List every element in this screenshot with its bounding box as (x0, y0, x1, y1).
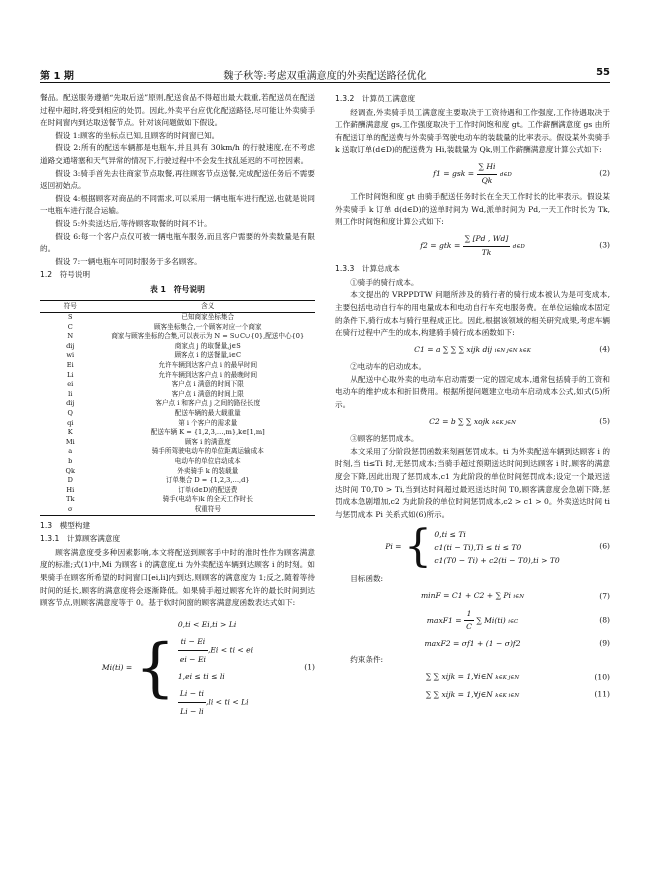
table-row (40, 351, 315, 361)
left-column (40, 92, 315, 724)
subsection-heading: 1.3.2 计算员工满意度 (335, 94, 416, 103)
equation-3: f2 = gtk = $\frac{\sum [Pd , Wd]}{Tk}$ d∈D (3) (420, 233, 610, 257)
table-row (40, 361, 315, 371)
symbol-cell: Mi (65, 437, 75, 446)
meaning-cell: 客户点 i 满意的时间上限 (171, 389, 244, 398)
cost-item: ③顾客的惩罚成本。 (350, 434, 419, 444)
table-row (40, 495, 315, 505)
table-row (40, 409, 315, 419)
paragraph: 本文采用了分阶段惩罚函数来刻画惩罚成本。ti 为外卖配送车辆到达顾客 i 的时刻,当 ti≤Ti 时,无惩罚成本;当骑手超过预期送达时间到达顾客 i 时,顾客的满意度会下降,因此出现了惩罚成本,c1 为此阶段的单位时间惩罚成本;设定一个最迟送达时间 T0,T0 > Ti,当到达时间超过最迟送达时间 T0,顾客满意度会急剧下降,惩罚成本急剧增加,c2 为此阶段的单位时间惩罚成本,c2 > c1 > 0。外卖送达时间 ti 与惩罚成本 Pi 关系式如(6)所示。 (335, 446, 610, 519)
equation-5: C2 = b ∑ ∑ xojk k∈K j∈N (5) (335, 416, 610, 430)
symbol-cell: σ (40, 505, 101, 515)
assumption-2: 假设 2:所有的配送车辆都是电瓶车,并且具有 30km/h 的行驶速度,在不考虑道路交通堵塞和天气异常的情况下,行驶过程中不会发生找乱延迟的不可控因素。 (40, 143, 315, 165)
meaning-cell: 骑手(电动车)k 的全天工作时长 (162, 495, 253, 504)
meaning-cell: 骑手所驾驶电动车的单位距离运输成本 (151, 447, 264, 456)
table-row (40, 486, 315, 496)
table-row (40, 467, 315, 477)
equation-2: f1 = gsk = $\frac{\sum Hi}{Qk}$ d∈D (2) (433, 161, 610, 185)
meaning-cell: 允许车辆到达客户点 i 的最晚时间 (158, 370, 258, 379)
equation-number: (1) (304, 662, 315, 672)
section-heading: 1.3 模型构建 (40, 520, 91, 530)
table-row (40, 390, 315, 400)
equation-number: (11) (594, 690, 610, 700)
subsection-heading: 1.3.1 计算顾客满意度 (40, 534, 121, 544)
table-row (40, 313, 315, 323)
meaning-cell: 订单集合 D = {1,2,3,…,d} (165, 476, 250, 485)
equation-number: (8) (599, 615, 610, 625)
paragraph-label: 目标函数: (350, 574, 384, 584)
paragraph: 餐品。配送服务遵循“先取后送”原则,配送食品不得超出最大载重,若配送员在配送过程中超时,将受到相应的处罚。因此,外卖平台应优化配送路径,尽可能让外卖骑手在时间窗内到达取送餐节点。针对该问题做如下假设。 (40, 93, 315, 128)
case: $\frac{Li - ti}{Li - li}$ ,li < ti < Li (178, 685, 253, 720)
equation-10: ∑ ∑ xijk = 1,∀i∈N k∈K j∈N (10) (335, 671, 610, 685)
running-header (40, 64, 610, 83)
table-row (40, 476, 315, 486)
symbol-cell: ei (67, 380, 74, 389)
table-row (40, 419, 315, 429)
equation-9: maxF2 = σf1 + (1 − σ)f2 (9) (335, 638, 610, 651)
meaning-cell: 允许车辆到达客户点 i 的最早时间 (158, 361, 258, 370)
equation-number: (4) (599, 345, 610, 355)
equation-6: Pi = { 0,ti ≤ Ti c1(ti − Ti),Ti ≤ ti ≤ T0 c1(T0 − Ti) + c2(ti − T0),ti > T0 (6) (385, 521, 610, 573)
meaning-cell: 顾客 i 的满意度 (184, 437, 231, 446)
equation-number: (3) (599, 240, 610, 250)
paragraph: 从配送中心取外卖的电动车启动需要一定的固定成本,通常包括骑手的工资和电动车的维护成本和折旧费用。根据所提问题建立电动车启动成本公式,如式(5)所示。 (335, 374, 610, 410)
subsection-heading: 1.3.3 计算总成本 (335, 264, 400, 274)
table-body (40, 313, 315, 515)
meaning-cell: 客户点 i 满意的时间下限 (171, 380, 244, 389)
running-title: 魏子秋等:考虑双重满意度的外卖配送路径优化 (223, 71, 427, 82)
symbol-cell: dij (66, 341, 75, 350)
symbol-cell: li (68, 389, 73, 398)
paragraph: 工作时间饱和度 gt 由骑手配送任务时长在全天工作时长的比率表示。假设某外卖骑手 k 订单 d(d∈D)的送单时间为 Wd,派单时间为 Pd,一天工作时长为 Tk,则工作时间饱和度计算公式如下: (335, 192, 610, 227)
symbol-cell: D (67, 476, 73, 485)
paragraph: 本文提出的 VRPPDTW 问题所涉及的骑行者的骑行成本被认为是可变成本,主要包括电动自行车的用电量成本和电动自行车充电服务费。在单位运输成本固定的条件下,骑行成本与骑行里程成正比。因此,根据该领域的相关研究成果,考虑车辆在骑行过程中产生的成本,构建骑手骑行成本函数如下: (335, 290, 610, 338)
case: $\frac{ti - Ei}{ei - Ei}$ ,Ei < ti < ei (178, 633, 253, 668)
symbol-cell: K (67, 428, 73, 437)
equation-number: (10) (594, 672, 610, 682)
equation-8: maxF1 = $\frac{1}{C}$ ∑ Mi(ti) i∈C (8) (426, 608, 610, 632)
table-header-row (40, 300, 315, 313)
equation-4: C1 = a ∑ ∑ ∑ xijk dij i∈N j∈N k∈K (4) (335, 344, 610, 358)
symbol-cell: qi (67, 418, 74, 427)
meaning-cell: 电动车的单位启动成本 (174, 457, 241, 465)
equation-number: (9) (599, 638, 610, 648)
table-row (40, 505, 315, 515)
equation-11: ∑ ∑ xijk = 1,∀j∈N k∈K i∈N (11) (335, 689, 610, 703)
assumption-1: 假设 1:顾客的坐标点已知,且顾客的时间窗已知。 (55, 130, 220, 140)
case: 0,ti ≤ Ti (434, 529, 466, 539)
equation-number: (6) (599, 542, 610, 552)
table-row (40, 371, 315, 381)
column-header: 含义 (101, 300, 316, 313)
symbol-cell: dij (66, 399, 75, 408)
symbol-table (40, 300, 315, 516)
equation-number: (5) (599, 417, 610, 427)
equation-1: Mi(ti) = { 0,ti < Ei,ti > Li $\frac{ti - Ei}{ei - Ei}$ ,Ei < ti < ei 1,ei ≤ ti ≤ li $\frac{Li - ti}{Li - li}$ ,li < ti < Li (1) (40, 616, 315, 720)
assumption-4: 假设 4:根据顾客对商品的不同需求,可以采用一辆电瓶车进行配送,也就是说同一电瓶车进行混合运输。 (40, 193, 315, 216)
symbol-cell: Hi (66, 485, 75, 494)
meaning-cell: 已知商家坐标集合 (181, 313, 235, 322)
case: c1(ti − Ti),Ti ≤ ti ≤ T0 (434, 542, 522, 552)
table-row (40, 380, 315, 390)
issue-number: 第 1 期 (40, 71, 74, 82)
meaning-cell: 配送车辆 K = {1,2,3,…,m},k∈[1,m] (150, 428, 265, 437)
equation-lhs: Mi(ti) = (101, 662, 133, 672)
table-row (40, 457, 315, 467)
symbol-cell: Q (67, 409, 73, 418)
meaning-cell: 权重符号 (101, 505, 316, 515)
paragraph-label: 约束条件: (350, 655, 384, 665)
equation-number: (2) (599, 168, 610, 178)
meaning-cell: 商家与顾客坐标的合集,可以表示为 N = S∪C∪{0},配送中心{0} (111, 332, 305, 341)
page-number: 55 (596, 67, 610, 78)
meaning-cell: 客户点 i 和客户点 j 之间的路径长度 (155, 399, 261, 408)
symbol-cell: Qk (65, 466, 75, 475)
equation-7: minF = C1 + C2 + ∑ Pi i∈N (7) (335, 590, 610, 604)
case: 1,ei ≤ ti ≤ li (177, 671, 225, 681)
table-row (40, 323, 315, 333)
table-row (40, 399, 315, 409)
table-row (40, 438, 315, 448)
column-header: 符号 (40, 300, 101, 313)
paragraph: 经调查,外卖骑手员工满意度主要取决于工资待遇和工作强度,工作待遇取决于工作薪酬满意度 gs,工作强度取决于工作时间饱和度 gt。工作薪酬满意度 gs 由所有配送订单的配送费与外卖骑手驾驶电动车的装载量的比率表示。假设某外卖骑手 k 送取订单(d∈D)的配送费为 Hi,装载量为 Qk,则工作薪酬满意度计算公式如下: (335, 107, 610, 155)
symbol-cell: a (68, 447, 73, 456)
case: 0,ti < Ei,ti > Li (177, 619, 237, 629)
symbol-cell: N (67, 332, 74, 341)
cost-item: ②电动车的启动成本。 (350, 362, 427, 372)
symbol-cell: wi (66, 351, 75, 360)
table-caption: 表 1 符号说明 (150, 284, 205, 294)
meaning-cell: 外卖骑手 k 的装载量 (177, 466, 239, 475)
assumption-5: 假设 5:外卖送达后,等待顾客取餐的时间不计。 (55, 218, 212, 228)
symbol-cell: Ei (66, 361, 74, 370)
meaning-cell: 商家点 j 的取餐量,j∈S (174, 341, 241, 350)
meaning-cell: 配送车辆的最大载重量 (174, 409, 241, 418)
assumption-6: 假设 6:每一个客户点仅可被一辆电瓶车服务,而且客户需要的外卖数量是有限的。 (40, 231, 315, 254)
table-row (40, 332, 315, 342)
meaning-cell: 顾客点 i 的送餐量,i∈C (174, 351, 242, 360)
symbol-cell: Li (67, 370, 74, 379)
right-column (335, 92, 610, 706)
assumption-3: 假设 3:骑手首先去往商家节点取餐,再往顾客节点送餐,完成配送任务后不需要返回初始点。 (40, 168, 315, 191)
table-row (40, 447, 315, 457)
paragraph: 顾客满意度受多种因素影响,本文将配送到顾客手中时的准时性作为顾客满意度的标准;式(1)中,Mi 为顾客 i 的满意度,ti 为外卖配送车辆到达顾客 i 的时刻。如果骑手在顾客所希望的时间窗口[ei,li]内到达,则顾客的满意度为 1;反之,随着等待时间的延长,顾客的满意度将会逐渐降低。如果骑手超过顾客允许的最长时间到达顾客节点,则顾客满意度等于 0。基于软时间窗的顾客满意度函数表达式如下: (40, 547, 315, 608)
equation-cases (178, 616, 253, 720)
meaning-cell: 顾客坐标集合,一个顾客对应一个商家 (153, 322, 262, 331)
assumption-7: 假设 7:一辆电瓶车可同时服务于多名顾客。 (55, 256, 202, 266)
table-row (40, 428, 315, 438)
section-heading: 1.2 符号说明 (40, 270, 91, 280)
symbol-cell: C (67, 322, 73, 331)
case: c1(T0 − Ti) + c2(ti − T0),ti > T0 (434, 555, 560, 565)
meaning-cell: 订单(d∈D)的配送费 (178, 485, 238, 494)
symbol-cell: S (67, 313, 73, 322)
symbol-cell: Tk (66, 495, 75, 504)
cost-item: ①骑手的骑行成本。 (350, 277, 419, 287)
meaning-cell: 第 i 个客户的需求量 (178, 418, 238, 427)
equation-number: (7) (599, 591, 610, 601)
symbol-cell: b (68, 457, 73, 465)
